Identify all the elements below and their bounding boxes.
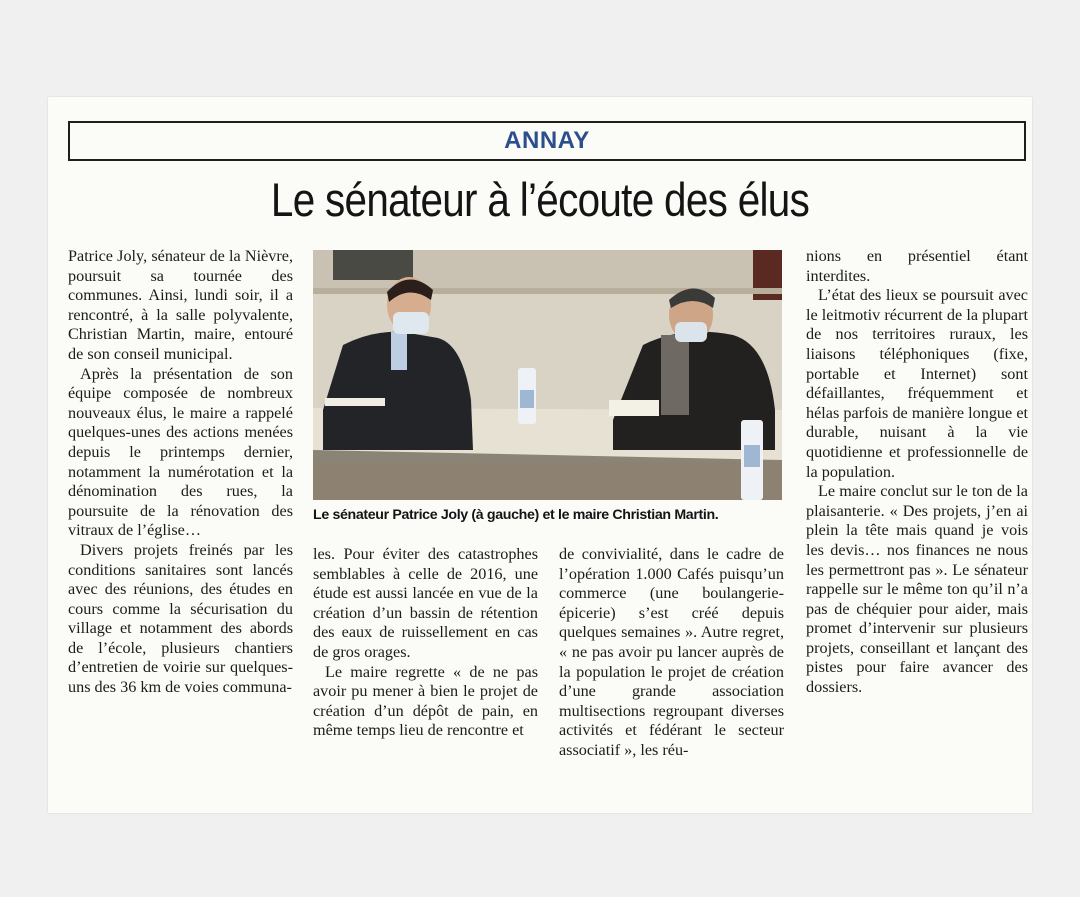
paragraph: Divers projets freinés par les conditions sanitaires sont lancés avec des réunions, des études en cours comme la sécurisation du village et notamment des abords de l’école, plusieurs chantiers d’entretien de voirie sur quelques-uns des 36 km de voies communa- — [68, 540, 293, 697]
paragraph: L’état des lieux se poursuit avec le leitmotiv récurrent de la plupart de nos territoires ruraux, les liaisons téléphoniques (fixe, portable et Internet) sont défaillantes, fréquemment et hélas parfois de manière longue et durable, nuisant à la vie quotidienne et professionnelle de la population. — [806, 286, 1028, 481]
photo-caption: Le sénateur Patrice Joly (à gauche) et le maire Christian Martin. — [313, 507, 719, 523]
column-4 — [806, 247, 1028, 698]
headline: Le sénateur à l’écoute des élus — [270, 173, 810, 226]
rubric-box — [68, 121, 1026, 161]
rubric-title: ANNAY — [504, 127, 590, 154]
newspaper-clipping — [48, 97, 1032, 813]
column-1 — [68, 247, 293, 698]
article-photo — [313, 250, 782, 500]
column-2 — [313, 545, 538, 741]
paragraph: les. Pour éviter des catastrophes semblables à celle de 2016, une étude est aussi lancée en vue de la création d’un bassin de rétention des eaux de ruissellement en cas de gros orages. — [313, 545, 538, 661]
photo-illustration — [313, 250, 782, 500]
paragraph: Le maire regrette « de ne pas avoir pu mener à bien le projet de création d’un dépôt de pain, en même temps lieu de rencontre et — [313, 662, 538, 740]
paragraph: Le maire conclut sur le ton de la plaisanterie. « Des projets, j’en ai plein la tête mais quand je vois les devis… nos finances ne nous les permettront pas ». Le sénateur rappelle sur le même ton qu’il n’a pas de chéquier pour aider, mais promet d’intervenir sur plusieurs projets, conseillant et lançant des pistes pour faire avancer des dossiers. — [806, 482, 1028, 697]
paragraph: Patrice Joly, sénateur de la Nièvre, poursuit sa tournée des communes. Ainsi, lundi soir, il a rencontré, à la salle polyvalente, Christian Martin, maire, entouré de son conseil municipal. — [68, 247, 293, 363]
paragraph: nions en présentiel étant interdites. — [806, 247, 1028, 285]
column-3 — [559, 545, 784, 761]
paragraph: de convivialité, dans le cadre de l’opération 1.000 Cafés puisqu’un commerce (une boulangerie-épicerie) s’est créé depuis quelques semaines ». Autre regret, « ne pas avoir pu lancer auprès de la population le projet de création d’une grande association multisections regroupant diverses activités et fédérant le secteur associatif », les réu- — [559, 545, 784, 759]
paragraph: Après la présentation de son équipe composée de nombreux nouveaux élus, le maire a rappelé quelques-unes des actions menées depuis le printemps dernier, notamment la numérotation et la dénomination des rues, la poursuite de la rénovation des vitraux de l’église… — [68, 364, 293, 540]
